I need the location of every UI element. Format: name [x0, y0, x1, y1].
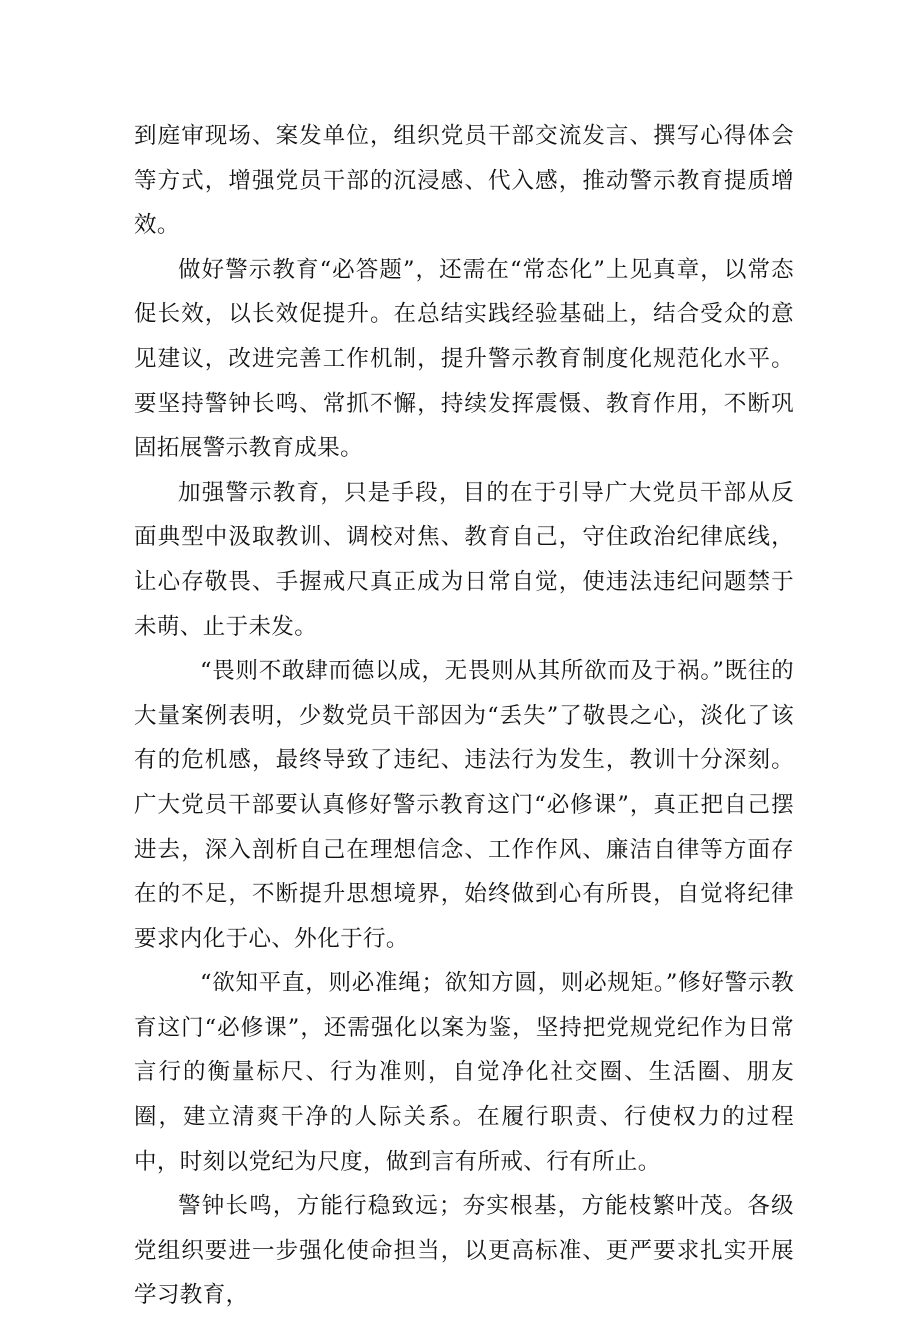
paragraph-purpose: 加强警示教育，只是手段，目的在于引导广大党员干部从反面典型中汲取教训、调校对焦、教育自己，守住政治纪律底线，让心存敬畏、手握戒尺真正成为日常自觉，使违法违纪问题禁于未萌、止于未发。: [134, 479, 794, 640]
document-body: [134, 114, 794, 1318]
paragraph-rules-quote: “欲知平直，则必准绳；欲知方圆，则必规矩。”修好警示教育这门“必修课”，还需强化以案为鉴，坚持把党规党纪作为日常言行的衡量标尺、行为准则，自觉净化社交圈、生活圈、朋友圈，建立清爽干净的人际关系。在履行职责、行使权力的过程中，时刻以党纪为尺度，做到言有所戒、行有所止。: [134, 970, 794, 1175]
paragraph-routine-warning: 做好警示教育“必答题”，还需在“常态化”上见真章，以常态促长效，以长效促提升。在总结实践经验基础上，结合受众的意见建议，改进完善工作机制，提升警示教育制度化规范化水平。要坚持警钟长鸣、常抓不懈，持续发挥震慑、教育作用，不断巩固拓展警示教育成果。: [134, 256, 794, 462]
paragraph-party-organizations: 警钟长鸣，方能行稳致远；夯实根基，方能枝繁叶茂。各级党组织要进一步强化使命担当，以更高标准、更严要求扎实开展学习教育，: [134, 1193, 794, 1309]
paragraph-awe-quote: “畏则不敢肆而德以成，无畏则从其所欲而及于祸。”既往的大量案例表明，少数党员干部因为“丢失”了敬畏之心，淡化了该有的危机感，最终导致了违纪、违法行为发生，教训十分深刻。广大党员干部要认真修好警示教育这门“必修课”，真正把自己摆进去，深入剖析自己在理想信念、工作作风、廉洁自律等方面存在的不足，不断提升思想境界，始终做到心有所畏，自觉将纪律要求内化于心、外化于行。: [134, 658, 794, 952]
paragraph-continuation: 到庭审现场、案发单位，组织党员干部交流发言、撰写心得体会等方式，增强党员干部的沉浸感、代入感，推动警示教育提质增效。: [134, 123, 794, 239]
